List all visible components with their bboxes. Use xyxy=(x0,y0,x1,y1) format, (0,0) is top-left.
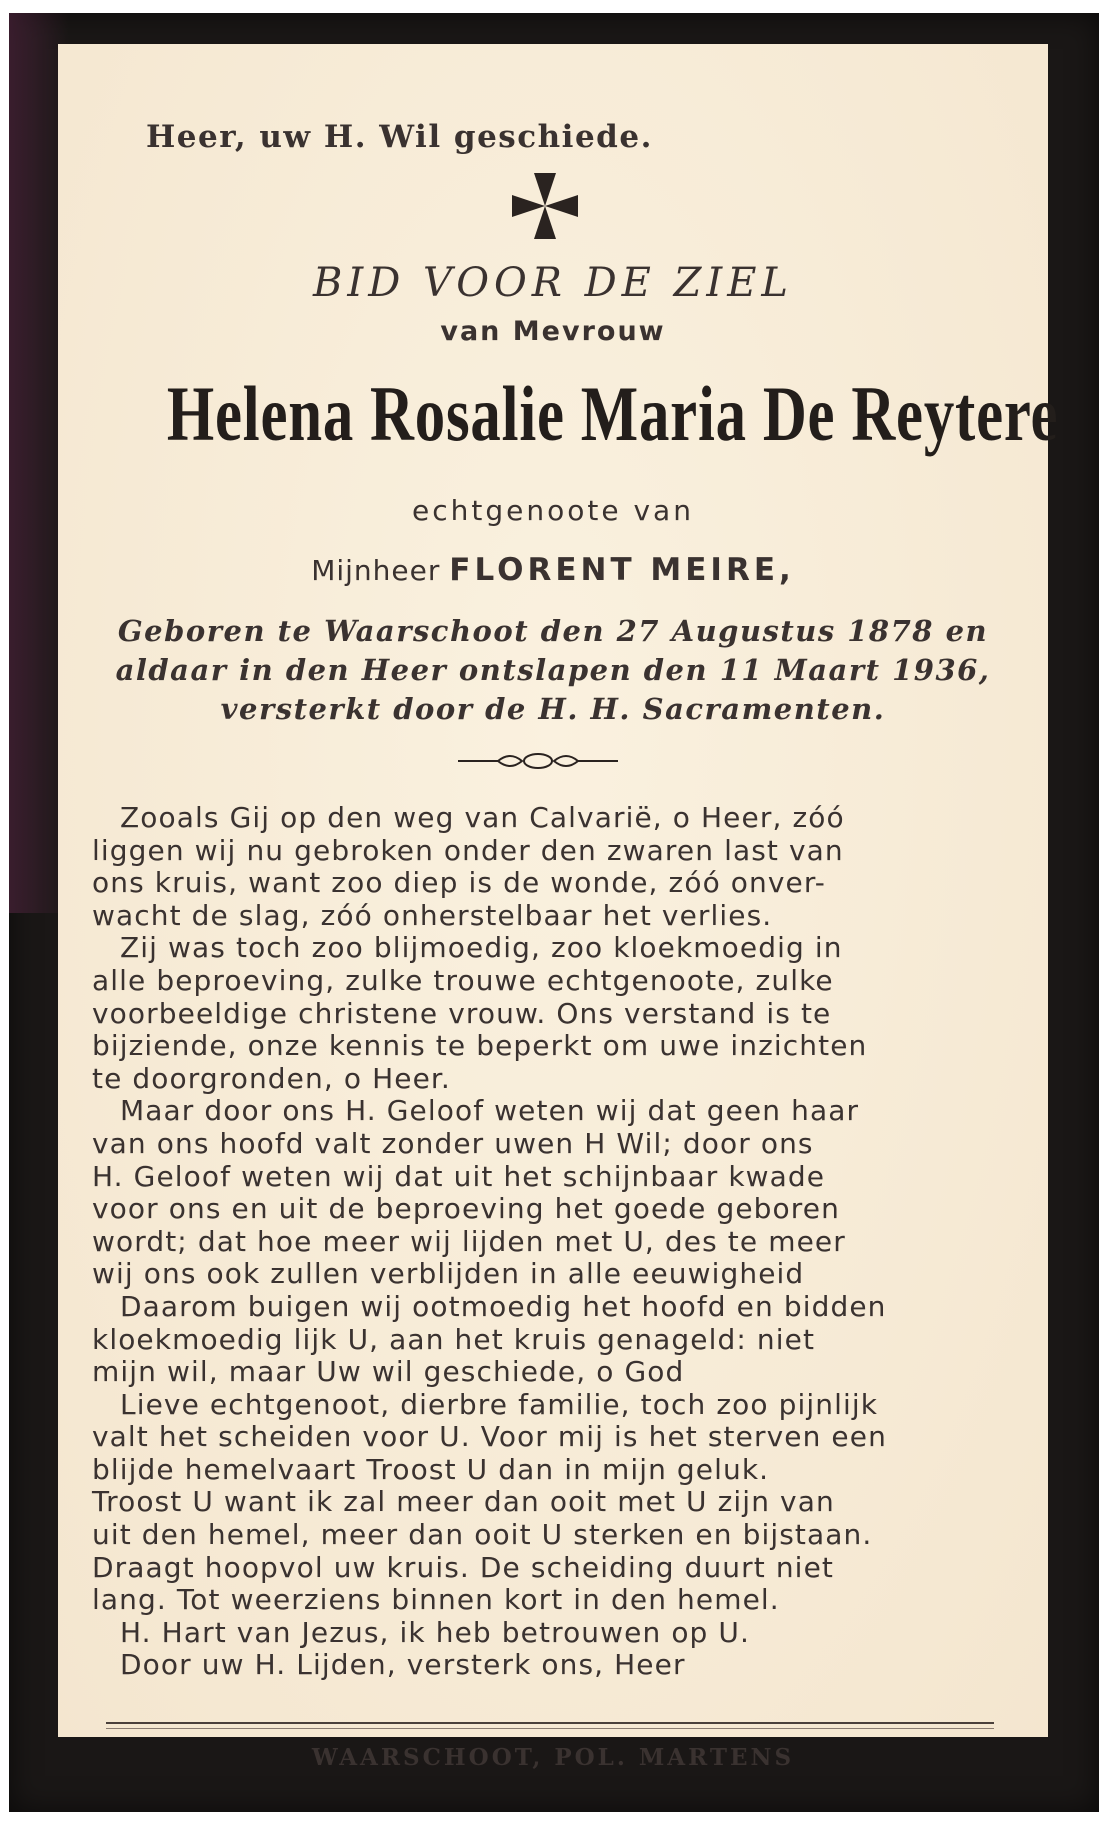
text-line: liggen wij nu gebroken onder den zwaren last van xyxy=(92,833,844,867)
text-line: ons kruis, want zoo diep is de wonde, zóó onver- xyxy=(92,866,826,900)
husband-name: FLORENT MEIRE, xyxy=(449,552,795,588)
text-line: H. Hart van Jezus, ik heb betrouwen op U. xyxy=(120,1615,751,1649)
text-line: van ons hoofd valt zonder uwen H Wil; door ons xyxy=(92,1126,814,1160)
prayer-heading: BID VOOR DE ZIEL xyxy=(313,260,793,306)
text-line: Troost U want ik zal meer dan ooit met U zijn van xyxy=(92,1485,835,1519)
sacraments-line: versterkt door de H. H. Sacramenten. xyxy=(220,692,886,726)
text-line: Draagt hoopvol uw kruis. De scheiding duurt niet xyxy=(92,1550,834,1584)
text-line: Daarom buigen wij ootmoedig het hoofd en bidden xyxy=(120,1289,887,1323)
ornament-flourish-icon xyxy=(458,749,618,773)
text-line: Maar door ons H. Geloof weten wij dat geen haar xyxy=(120,1094,860,1128)
printer-credit: WAARSCHOOT, POL. MARTENS xyxy=(311,1744,795,1771)
text-line: voor ons en uit de beproeving het goede geboren xyxy=(92,1192,840,1226)
prayer-text xyxy=(92,802,1014,1682)
memorial-card xyxy=(58,44,1059,1771)
text-line: uit den hemel, meer dan ooit U sterken en bijstaan. xyxy=(92,1518,873,1552)
text-line: alle beproeving, zulke trouwe echtgenoote, zulke xyxy=(92,963,834,997)
text-line: mijn wil, maar Uw wil geschiede, o God xyxy=(92,1355,685,1389)
text-line: lang. Tot weerziens binnen kort in den hemel. xyxy=(92,1583,780,1617)
divider xyxy=(106,1728,994,1729)
husband-prefix: Mijnheer xyxy=(311,554,441,587)
deceased-name: Helena Rosalie Maria De Reytere xyxy=(166,370,1059,457)
death-line: aldaar in den Heer ontslapen den 11 Maart 1936, xyxy=(115,653,991,687)
text-line: wordt; dat hoe meer wij lijden met U, des te meer xyxy=(92,1224,846,1258)
text-line: te doorgronden, o Heer. xyxy=(92,1061,451,1095)
divider xyxy=(106,1722,994,1724)
text-line: wij ons ook zullen verblijden in alle eeuwigheid xyxy=(92,1257,805,1291)
husband-line xyxy=(58,552,1048,588)
text-line: Zooals Gij op den weg van Calvarië, o Heer, zóó xyxy=(120,801,845,834)
motto: Heer, uw H. Wil geschiede. xyxy=(146,119,653,155)
text-line: Lieve echtgenoot, dierbre familie, toch zoo pijnlijk xyxy=(120,1387,879,1421)
text-line: H. Geloof weten wij dat uit het schijnbaar kwade xyxy=(92,1159,826,1193)
text-line: wacht de slag, zóó onherstelbaar het verlies. xyxy=(92,898,773,932)
maltese-cross-icon xyxy=(508,169,582,243)
text-line: blijde hemelvaart Troost U dan in mijn geluk. xyxy=(92,1452,770,1486)
text-line: voorbeeldige christene vrouw. Ons verstand is te xyxy=(92,996,832,1030)
text-line: kloekmoedig lijk U, aan het kruis genageld: niet xyxy=(92,1322,816,1356)
relation-line: echtgenoote van xyxy=(412,494,694,527)
birth-death-block xyxy=(98,612,1008,729)
text-line: Door uw H. Lijden, versterk ons, Heer xyxy=(120,1648,686,1682)
text-line: bijziende, onze kennis te beperkt om uwe inzichten xyxy=(92,1029,868,1063)
title-line: van Mevrouw xyxy=(440,316,666,347)
text-line: valt het scheiden voor U. Voor mij is het sterven een xyxy=(92,1420,887,1454)
text-line: Zij was toch zoo blijmoedig, zoo kloekmoedig in xyxy=(120,931,843,965)
birth-line: Geboren te Waarschoot den 27 Augustus 1878 en xyxy=(117,614,989,648)
